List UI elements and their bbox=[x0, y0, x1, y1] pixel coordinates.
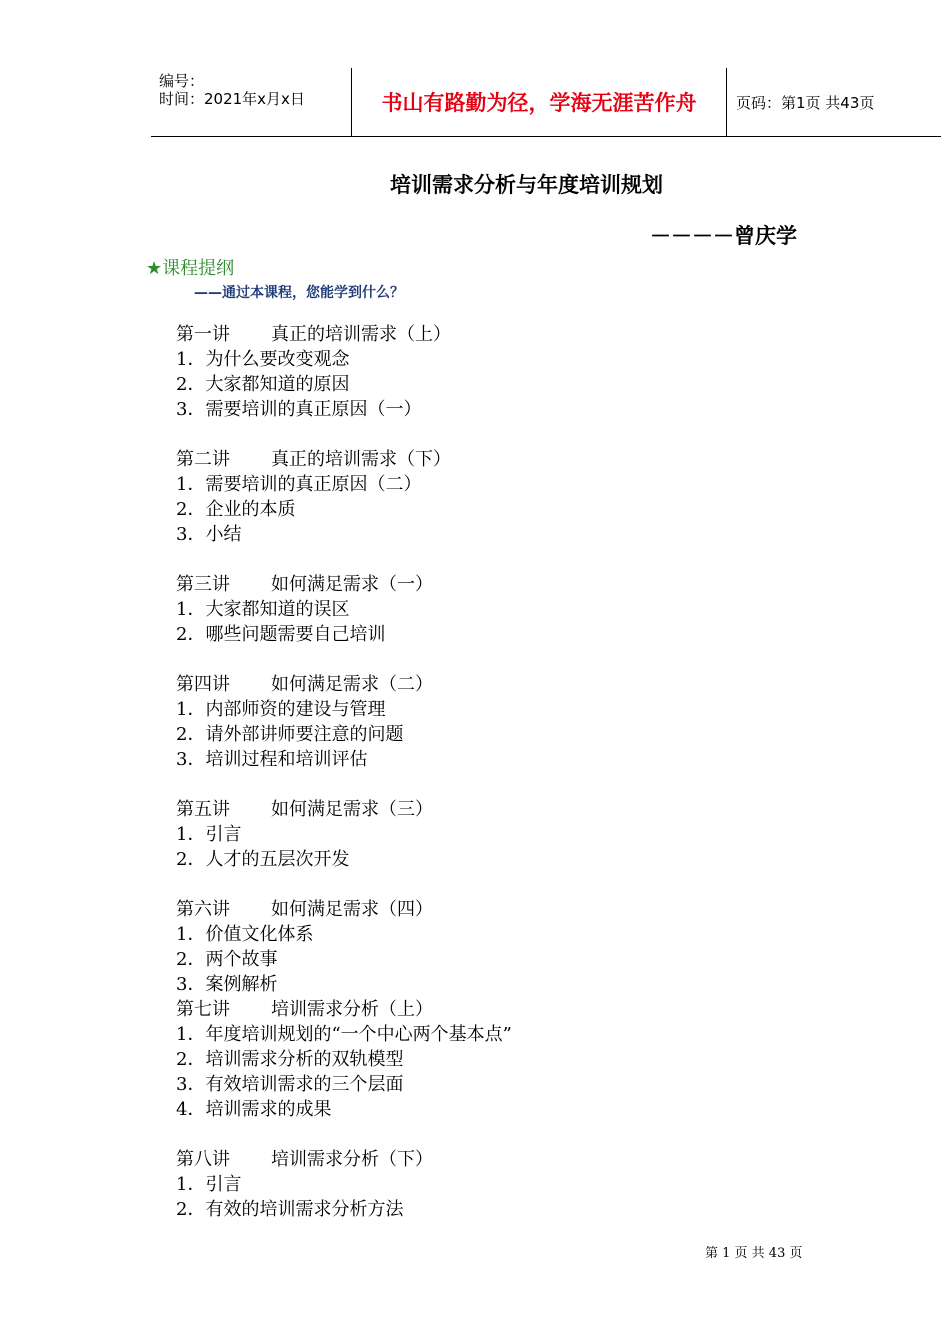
outline-heading: ★课程提纲 bbox=[146, 258, 235, 279]
number-label: 编号： bbox=[159, 72, 205, 90]
outline-item: 1．引言 bbox=[176, 824, 242, 845]
spacer bbox=[176, 547, 816, 572]
outline-item: 1．年度培训规划的“一个中心两个基本点” bbox=[176, 1024, 512, 1045]
spacer bbox=[176, 1122, 816, 1147]
lecture-heading bbox=[176, 447, 816, 472]
header-left-cell bbox=[151, 68, 351, 136]
outline-item: 1．内部师资的建设与管理 bbox=[176, 699, 386, 720]
document-author: －－－－曾庆学 bbox=[650, 224, 797, 248]
lecture-heading bbox=[176, 672, 816, 697]
outline-item: 3．需要培训的真正原因（一） bbox=[176, 399, 422, 420]
spacer bbox=[176, 647, 816, 672]
outline-subheading: ——通过本课程，您能学到什么？ bbox=[194, 285, 404, 301]
outline-item: 2．有效的培训需求分析方法 bbox=[176, 1199, 404, 1220]
spacer bbox=[176, 872, 816, 897]
lecture-heading bbox=[176, 797, 816, 822]
outline-item: 1．价值文化体系 bbox=[176, 924, 314, 945]
outline-item: 1．需要培训的真正原因（二） bbox=[176, 474, 422, 495]
outline-item: 1．大家都知道的误区 bbox=[176, 599, 350, 620]
spacer bbox=[176, 422, 816, 447]
document-title: 培训需求分析与年度培训规划 bbox=[390, 173, 663, 197]
header-middle-cell bbox=[351, 68, 727, 136]
outline-item: 2．两个故事 bbox=[176, 949, 278, 970]
outline-item: 2．请外部讲师要注意的问题 bbox=[176, 724, 404, 745]
outline-item: 2．人才的五层次开发 bbox=[176, 849, 350, 870]
lecture-heading bbox=[176, 322, 816, 347]
lecture-number: 第七讲 bbox=[176, 999, 230, 1020]
header-table bbox=[151, 68, 941, 137]
outline-item: 3．小结 bbox=[176, 524, 242, 545]
lecture-heading bbox=[176, 1147, 816, 1172]
lecture-title: 如何满足需求（一） bbox=[271, 574, 433, 595]
page-footer: 第 1 页 共 43 页 bbox=[705, 1246, 803, 1261]
outline-item: 2．企业的本质 bbox=[176, 499, 296, 520]
outline-item: 2．哪些问题需要自己培训 bbox=[176, 624, 386, 645]
lecture-heading bbox=[176, 572, 816, 597]
lecture-number: 第四讲 bbox=[176, 674, 230, 695]
lecture-title: 如何满足需求（四） bbox=[271, 899, 433, 920]
lecture-number: 第一讲 bbox=[176, 324, 230, 345]
lecture-title: 如何满足需求（三） bbox=[271, 799, 433, 820]
lecture-number: 第三讲 bbox=[176, 574, 230, 595]
outline-item: 1．引言 bbox=[176, 1174, 242, 1195]
lecture-title: 真正的培训需求（下） bbox=[271, 449, 451, 470]
outline-item: 3．有效培训需求的三个层面 bbox=[176, 1074, 404, 1095]
lecture-title: 培训需求分析（下） bbox=[271, 1149, 433, 1170]
outline-item: 4．培训需求的成果 bbox=[176, 1099, 332, 1120]
outline-item: 2．大家都知道的原因 bbox=[176, 374, 350, 395]
lecture-number: 第二讲 bbox=[176, 449, 230, 470]
header-right-cell bbox=[726, 68, 941, 136]
lecture-heading bbox=[176, 897, 816, 922]
time-label: 时间：2021年x月x日 bbox=[159, 90, 305, 108]
page-info: 页码：第1页 共43页 bbox=[736, 94, 875, 112]
lecture-title: 真正的培训需求（上） bbox=[271, 324, 451, 345]
spacer bbox=[176, 772, 816, 797]
lecture-title: 培训需求分析（上） bbox=[271, 999, 433, 1020]
lecture-heading bbox=[176, 997, 816, 1022]
outline-item: 3．案例解析 bbox=[176, 974, 278, 995]
motto: 书山有路勤为径，学海无涯苦作舟 bbox=[381, 91, 697, 115]
lecture-title: 如何满足需求（二） bbox=[271, 674, 433, 695]
lecture-number: 第六讲 bbox=[176, 899, 230, 920]
outline-item: 3．培训过程和培训评估 bbox=[176, 749, 368, 770]
lecture-number: 第八讲 bbox=[176, 1149, 230, 1170]
course-outline bbox=[176, 322, 816, 1222]
outline-item: 1．为什么要改变观念 bbox=[176, 349, 350, 370]
lecture-number: 第五讲 bbox=[176, 799, 230, 820]
outline-item: 2．培训需求分析的双轨模型 bbox=[176, 1049, 404, 1070]
